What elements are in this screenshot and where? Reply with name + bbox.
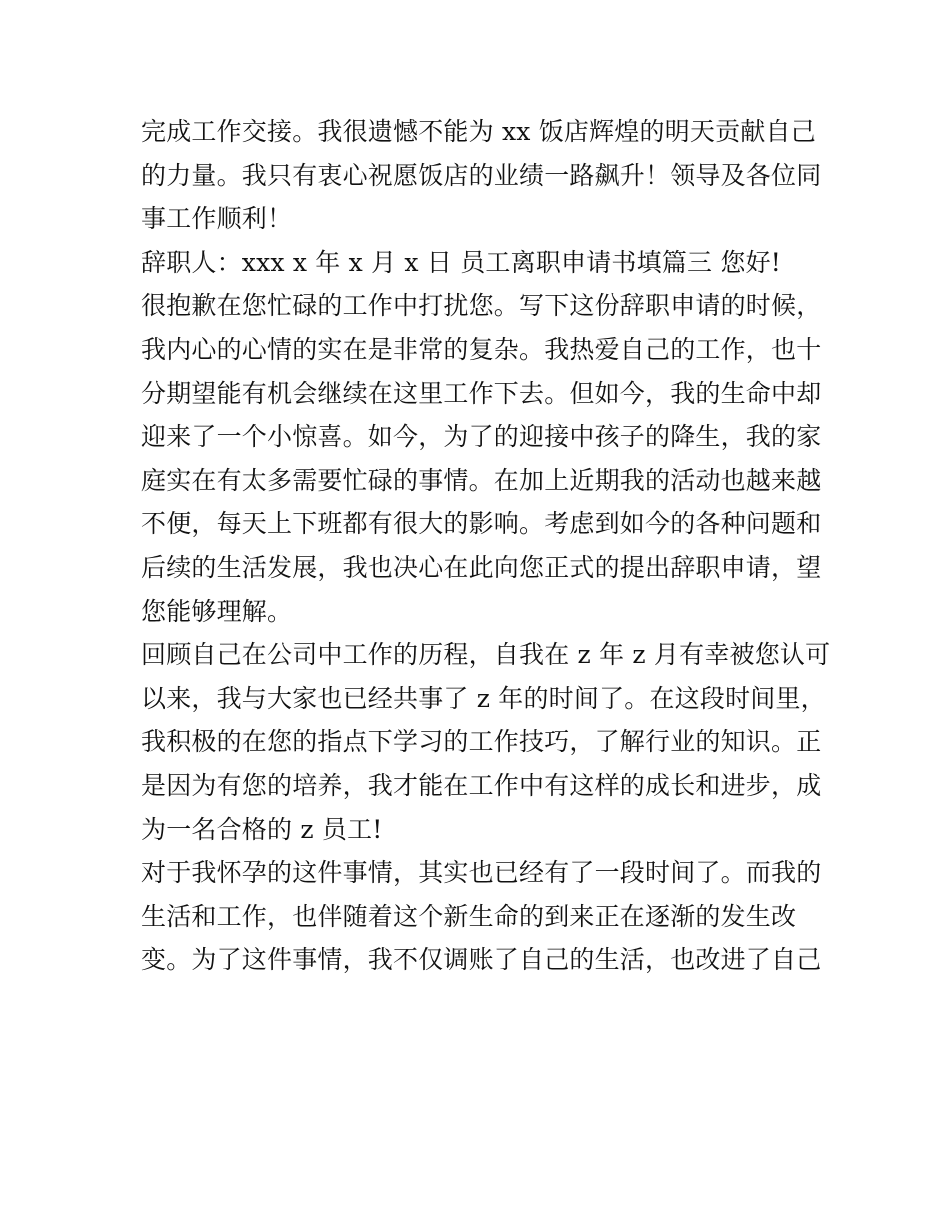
text-line: 迎来了一个小惊喜。如今，为了的迎接中孩子的降生，我的家 bbox=[141, 422, 822, 452]
body-text bbox=[141, 110, 831, 982]
text-line: 我内心的心情的实在是非常的复杂。我热爱自己的工作，也十 bbox=[141, 334, 822, 364]
text-line: 庭实在有太多需要忙碌的事情。在加上近期我的活动也越来越 bbox=[141, 465, 822, 495]
text-line: 为一名合格的 z 员工! bbox=[141, 814, 383, 844]
text-line: 您能够理解。 bbox=[141, 596, 293, 626]
text-line: 不便，每天上下班都有很大的影响。考虑到如今的各种问题和 bbox=[141, 509, 822, 539]
text-line: 我积极的在您的指点下学习的工作技巧，了解行业的知识。正 bbox=[141, 727, 822, 757]
text-line: 对于我怀孕的这件事情，其实也已经有了一段时间了。而我的 bbox=[141, 858, 822, 888]
text-line: 的力量。我只有衷心祝愿饭店的业绩一路飙升！领导及各位同 bbox=[141, 160, 822, 190]
text-line: 事工作顺利！ bbox=[141, 204, 293, 234]
signature-line: 辞职人：xxx x 年 x 月 x 日 员工离职申请书填篇三 您好! bbox=[141, 247, 782, 277]
text-line: 是因为有您的培养，我才能在工作中有这样的成长和进步，成 bbox=[141, 770, 822, 800]
text-line: 很抱歉在您忙碌的工作中打扰您。写下这份辞职申请的时候， bbox=[141, 291, 822, 321]
text-line: 以来，我与大家也已经共事了 z 年的时间了。在这段时间里， bbox=[141, 683, 826, 713]
text-line: 回顾自己在公司中工作的历程，自我在 z 年 z 月有幸被您认可 bbox=[141, 640, 831, 670]
text-line: 变。为了这件事情，我不仅调账了自己的生活，也改进了自己 bbox=[141, 945, 822, 975]
text-line: 完成工作交接。我很遗憾不能为 xx 饭店辉煌的明天贡献自己 bbox=[141, 117, 816, 146]
text-line: 分期望能有机会继续在这里工作下去。但如今，我的生命中却 bbox=[141, 378, 822, 408]
text-line: 后续的生活发展，我也决心在此向您正式的提出辞职申请，望 bbox=[141, 552, 822, 582]
text-line: 生活和工作，也伴随着这个新生命的到来正在逐渐的发生改 bbox=[141, 901, 797, 931]
